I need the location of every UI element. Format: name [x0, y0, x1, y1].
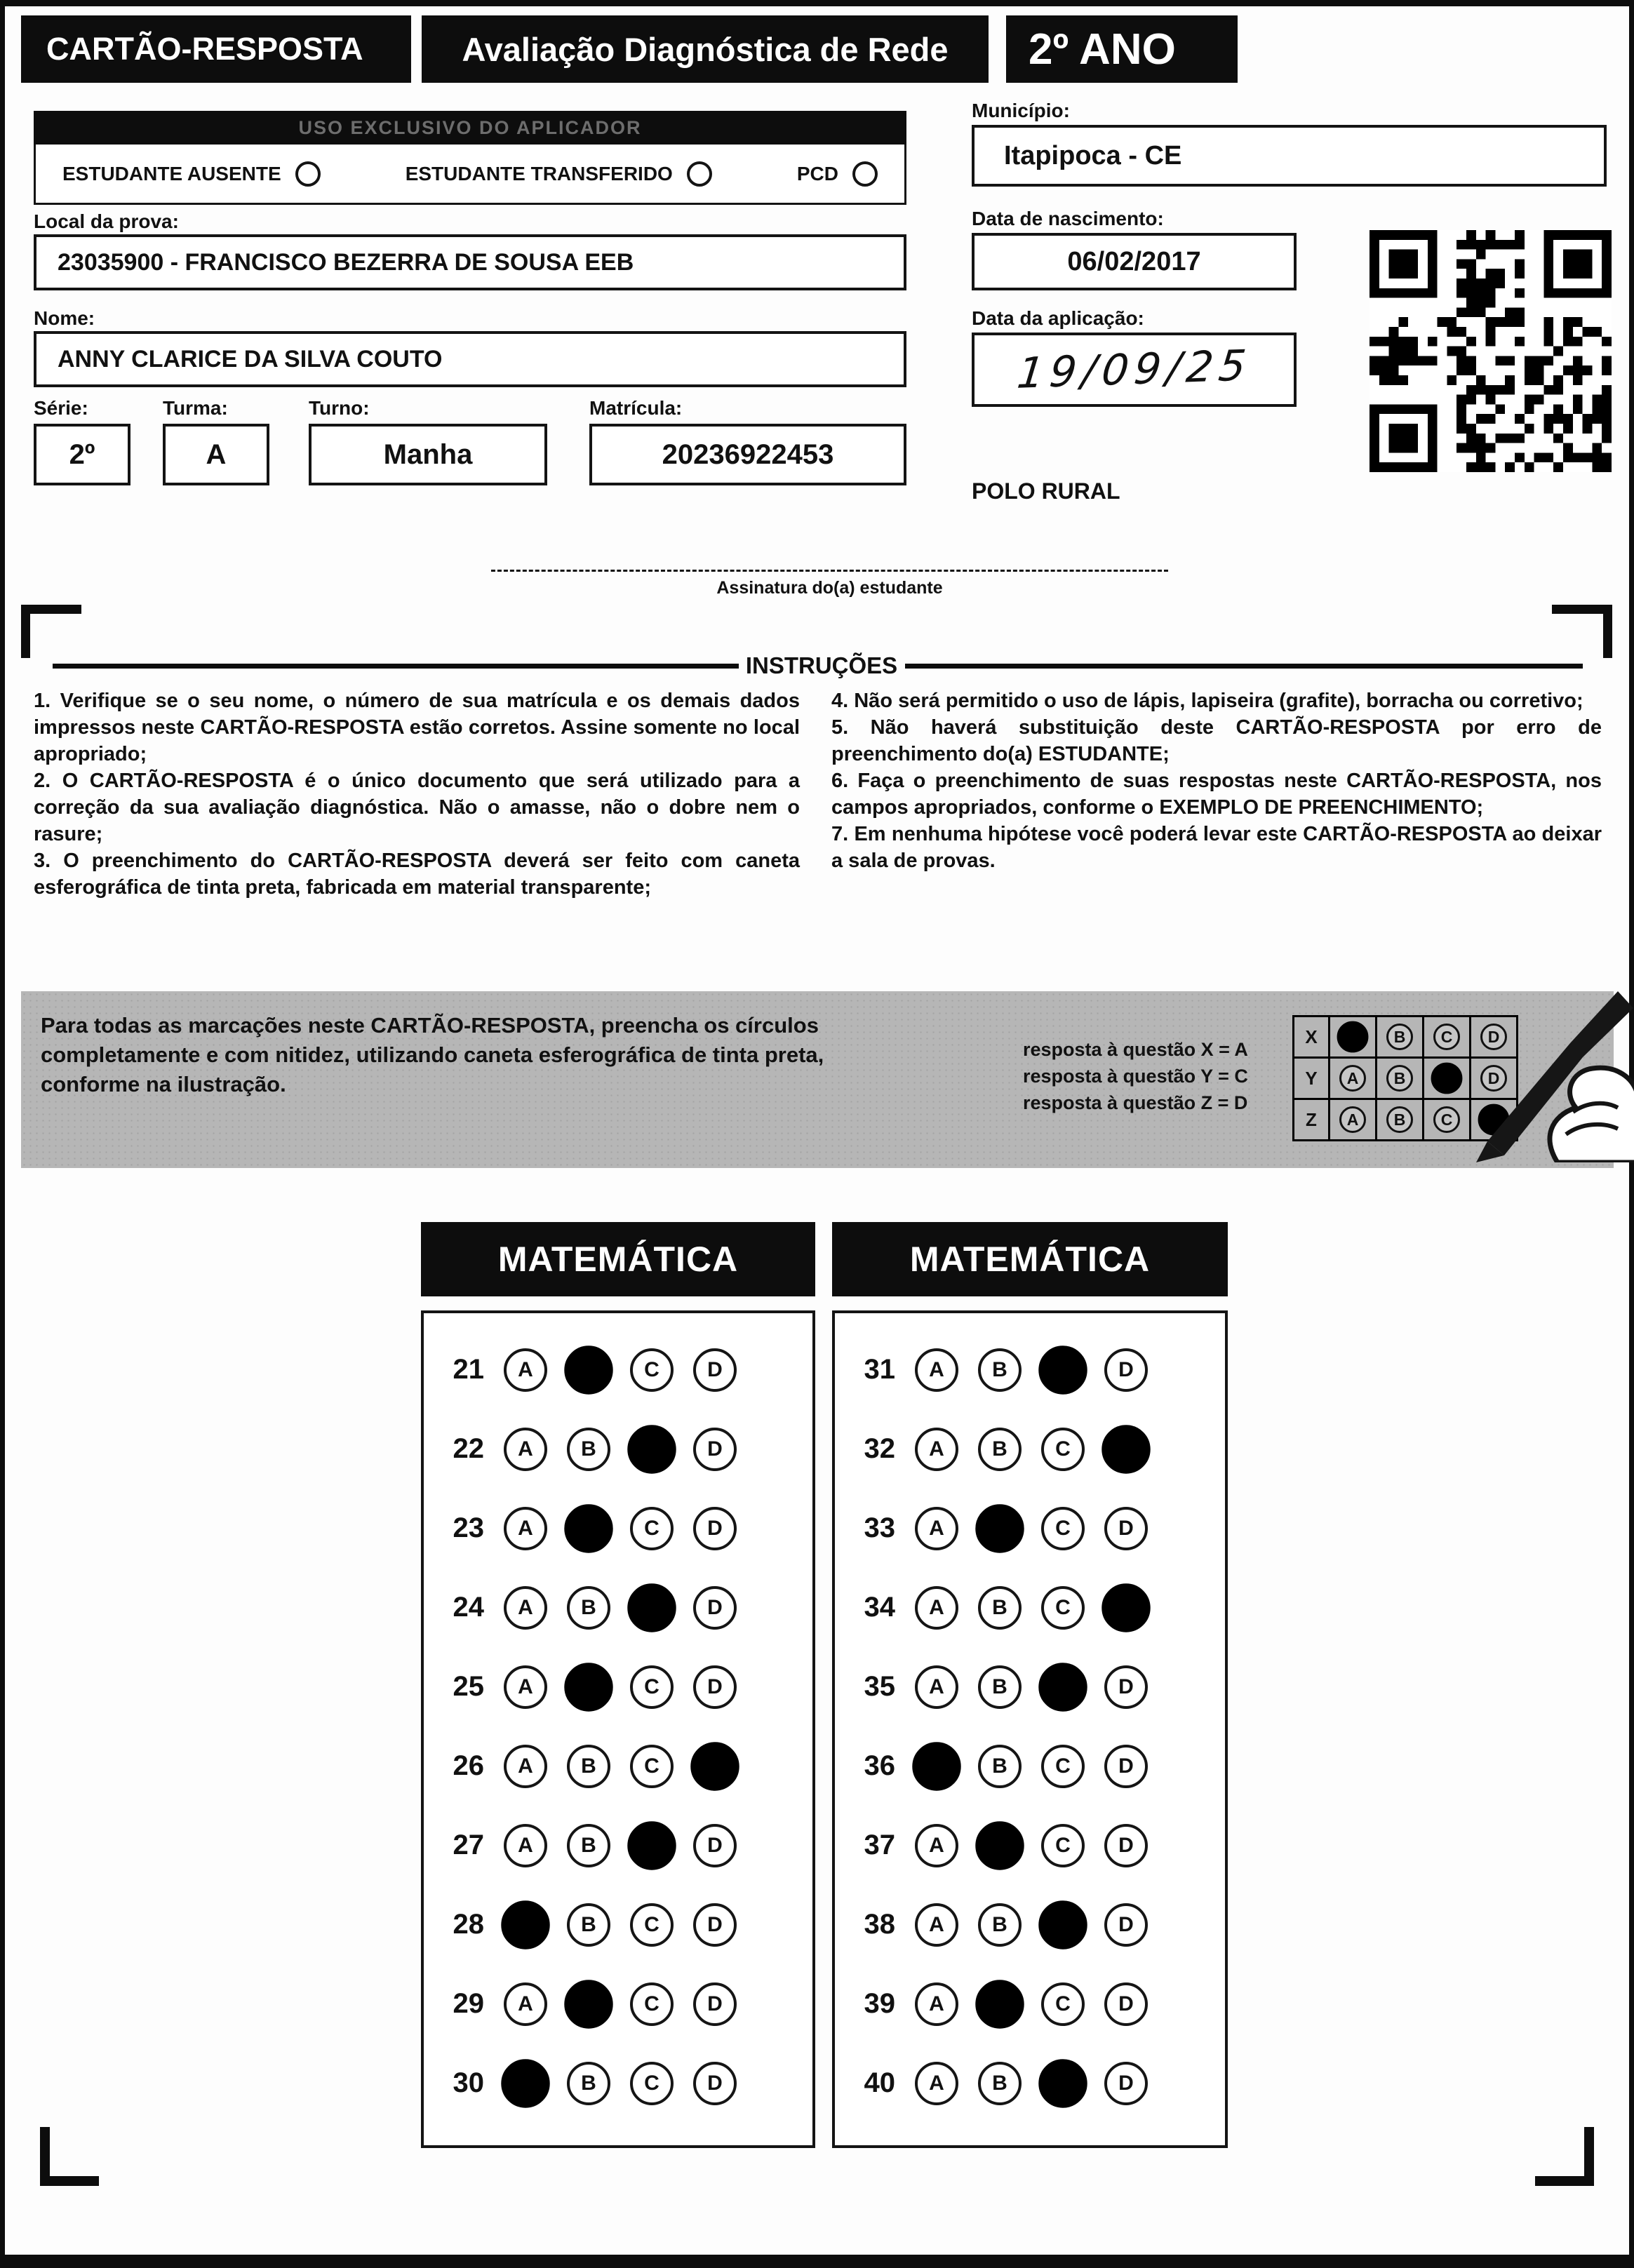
answer-bubble-filled[interactable]: [627, 1425, 676, 1473]
turno-value: Manha: [383, 438, 473, 470]
grade-box: [1006, 15, 1238, 83]
answer-bubble-filled[interactable]: [1101, 1425, 1150, 1473]
answer-section: [421, 1222, 815, 2148]
edge-bottom-bar: [0, 2255, 1634, 2268]
turno-box: [309, 424, 547, 485]
question-row: [438, 1726, 812, 1806]
answer-bubble[interactable]: C: [630, 1665, 674, 1709]
example-bubble: C: [1433, 1024, 1460, 1050]
question-row: [438, 1647, 812, 1726]
example-answer-line: resposta à questão Z = D: [1023, 1092, 1248, 1113]
answer-bubble[interactable]: B: [567, 2062, 610, 2105]
instruction-item: 4. Não será permitido o uso de lápis, lapiseira (grafite), borracha ou corretivo;: [831, 690, 1583, 712]
example-bubble: B: [1386, 1024, 1413, 1050]
question-number: 31: [864, 1354, 895, 1385]
example-answer-line: resposta à questão X = A: [1023, 1039, 1248, 1060]
aplicacao-label: Data da aplicação:: [972, 307, 1144, 329]
turma-box: [163, 424, 269, 485]
question-row: [849, 1489, 1225, 1568]
serie-label: Série:: [34, 397, 88, 419]
answer-bubble[interactable]: B: [567, 1586, 610, 1630]
turma-value: A: [206, 438, 227, 470]
edge-top-bar: [0, 0, 1634, 6]
option-circle[interactable]: [852, 161, 878, 187]
question-number: 33: [864, 1512, 895, 1543]
question-number: 30: [453, 2067, 484, 2098]
answer-section-header: [421, 1222, 815, 1296]
answer-section-header: [832, 1222, 1228, 1296]
aplicacao-value-handwritten: 19/09/25: [1014, 341, 1254, 398]
question-number: 26: [453, 1750, 484, 1781]
question-number: 35: [864, 1671, 895, 1702]
answer-grid: [832, 1310, 1228, 2148]
question-number: 36: [864, 1750, 895, 1781]
answer-bubble-filled[interactable]: [1038, 1346, 1087, 1394]
answer-bubble[interactable]: C: [630, 2062, 674, 2105]
question-row: [438, 1806, 812, 1885]
answer-bubble[interactable]: C: [630, 1745, 674, 1788]
question-row: [849, 1568, 1225, 1647]
answer-bubble[interactable]: B: [978, 1428, 1022, 1471]
answer-bubble-filled[interactable]: [627, 1583, 676, 1632]
option-label: ESTUDANTE TRANSFERIDO: [405, 162, 673, 184]
signature-label: Assinatura do(a) estudante: [716, 578, 943, 598]
answer-bubble[interactable]: C: [1041, 1824, 1085, 1867]
example-row-label: Y: [1294, 1059, 1328, 1098]
answer-bubble-filled[interactable]: [1101, 1583, 1150, 1632]
answer-bubble[interactable]: D: [1104, 2062, 1148, 2105]
question-row: [438, 2044, 812, 2123]
example-banner-text: Para todas as marcações neste CARTÃO-RESPOSTA, preencha os círculos completamente e com nitidez, utilizando caneta esferográfica de tinta preta, conforme na ilustração.: [41, 1013, 824, 1096]
question-row: [438, 1409, 812, 1489]
answer-bubble[interactable]: A: [915, 1428, 958, 1471]
example-cell: [1330, 1100, 1375, 1139]
signature-line: [491, 570, 1168, 572]
answer-bubble[interactable]: C: [630, 1982, 674, 2026]
instruction-item: 1. Verifique se o seu nome, o número de sua matrícula e os demais dados impressos neste CARTÃO-RESPOSTA estão corretos. Assine somente no local apropriado;: [34, 690, 800, 765]
municipio-label: Município:: [972, 100, 1070, 121]
example-cell: [1377, 1100, 1422, 1139]
question-row: [849, 1726, 1225, 1806]
example-cell: [1377, 1059, 1422, 1098]
municipio-box: [972, 125, 1607, 187]
instructions-rule-right: [905, 664, 1583, 669]
answer-bubble[interactable]: D: [1104, 1903, 1148, 1947]
answer-bubble[interactable]: A: [915, 1824, 958, 1867]
municipio-value: Itapipoca - CE: [1004, 140, 1182, 170]
answer-bubble[interactable]: A: [504, 1665, 547, 1709]
example-cell: [1330, 1017, 1375, 1056]
answer-section-title: MATEMÁTICA: [497, 1240, 739, 1279]
edge-left-bar: [0, 0, 5, 2268]
answer-bubble-filled[interactable]: [975, 1980, 1024, 2028]
answer-bubble[interactable]: C: [630, 1903, 674, 1947]
answer-bubble-filled[interactable]: [564, 1663, 612, 1711]
answer-bubble[interactable]: C: [630, 1348, 674, 1392]
answer-bubble[interactable]: C: [1041, 1586, 1085, 1630]
question-row: [849, 1806, 1225, 1885]
question-row: [438, 1964, 812, 2044]
question-number: 22: [453, 1433, 484, 1464]
answer-bubble[interactable]: A: [915, 2062, 958, 2105]
nome-label: Nome:: [34, 307, 95, 329]
question-number: 34: [864, 1592, 895, 1623]
sheet-title-box: [21, 15, 411, 83]
nome-box: [34, 331, 906, 387]
question-row: [849, 1409, 1225, 1489]
answer-bubble[interactable]: D: [1104, 1665, 1148, 1709]
nascimento-box: [972, 233, 1297, 290]
question-row: [849, 1964, 1225, 2044]
local-box: [34, 234, 906, 290]
question-number: 29: [453, 1988, 484, 2019]
answer-bubble[interactable]: D: [693, 1348, 737, 1392]
aplicador-section: [34, 111, 906, 205]
answer-bubble[interactable]: A: [504, 1507, 547, 1550]
answer-bubble[interactable]: B: [978, 1745, 1022, 1788]
corner-mark-top-right: [1603, 605, 1612, 658]
nascimento-value: 06/02/2017: [1067, 246, 1201, 276]
example-answer-key: [1023, 1036, 1248, 1116]
instructions-right-column: [831, 687, 1602, 874]
option-circle[interactable]: [687, 161, 712, 187]
question-number: 32: [864, 1433, 895, 1464]
serie-value: 2º: [69, 438, 95, 470]
grade-label: 2º ANO: [1029, 25, 1176, 74]
answer-bubble[interactable]: B: [567, 1745, 610, 1788]
answer-bubble-filled[interactable]: [627, 1821, 676, 1870]
answer-bubble[interactable]: D: [693, 2062, 737, 2105]
instruction-item: 7. Em nenhuma hipótese você poderá levar este CARTÃO-RESPOSTA ao deixar a sala de provas.: [831, 823, 1602, 872]
answer-bubble[interactable]: A: [504, 1428, 547, 1471]
answer-bubble[interactable]: D: [1104, 1824, 1148, 1867]
answer-bubble-filled[interactable]: [690, 1742, 739, 1790]
answer-bubble[interactable]: D: [1104, 1745, 1148, 1788]
local-label: Local da prova:: [34, 210, 179, 232]
answer-bubble[interactable]: B: [978, 1348, 1022, 1392]
answer-bubble-filled[interactable]: [564, 1346, 612, 1394]
answer-bubble[interactable]: D: [1104, 1507, 1148, 1550]
question-row: [849, 1330, 1225, 1409]
answer-bubble[interactable]: A: [915, 1507, 958, 1550]
example-bubble-filled: [1337, 1021, 1369, 1053]
option-label: ESTUDANTE AUSENTE: [62, 162, 281, 184]
assessment-title-box: [422, 15, 989, 83]
instructions-rule-left: [53, 664, 739, 669]
instructions-title: INSTRUÇÕES: [745, 652, 898, 678]
question-number: 40: [864, 2067, 895, 2098]
answer-bubble[interactable]: D: [693, 1903, 737, 1947]
qr-code: [1370, 230, 1612, 472]
option-label: PCD: [796, 162, 838, 184]
example-bubble: B: [1386, 1065, 1413, 1092]
answer-bubble[interactable]: A: [504, 1982, 547, 2026]
assessment-title: Avaliação Diagnóstica de Rede: [462, 30, 949, 68]
answer-bubble[interactable]: B: [978, 1586, 1022, 1630]
answer-bubble[interactable]: A: [915, 1982, 958, 2026]
question-number: 39: [864, 1988, 895, 2019]
answer-bubble[interactable]: D: [693, 1982, 737, 2026]
answer-bubble[interactable]: D: [693, 1665, 737, 1709]
answer-bubble-filled[interactable]: [912, 1742, 960, 1790]
question-row: [438, 1885, 812, 1964]
question-row: [438, 1489, 812, 1568]
question-number: 37: [864, 1830, 895, 1860]
example-bubble: D: [1480, 1024, 1507, 1050]
hand-pen-illustration: [1445, 979, 1634, 1162]
corner-mark-top-left: [21, 605, 30, 658]
answer-bubble-filled[interactable]: [501, 1900, 549, 1949]
matricula-label: Matrícula:: [589, 397, 683, 419]
answer-bubble[interactable]: B: [567, 1824, 610, 1867]
answer-bubble[interactable]: C: [630, 1507, 674, 1550]
answer-bubble[interactable]: A: [915, 1903, 958, 1947]
answer-bubble[interactable]: C: [1041, 1745, 1085, 1788]
serie-box: [34, 424, 130, 485]
example-bubble: A: [1339, 1106, 1366, 1133]
option-estudante-ausente: [62, 161, 321, 187]
option-estudante-transferido: [406, 161, 712, 187]
question-row: [849, 1885, 1225, 1964]
aplicador-bar-label: USO EXCLUSIVO DO APLICADOR: [298, 116, 642, 138]
instruction-item: 2. O CARTÃO-RESPOSTA é o único documento que será utilizado para a correção da sua avaliação diagnóstica. Não o amasse, não o dobre nem o rasure;: [34, 770, 800, 845]
question-row: [438, 1330, 812, 1409]
answer-bubble[interactable]: A: [504, 1745, 547, 1788]
answer-bubble-filled[interactable]: [564, 1504, 612, 1552]
answer-bubble[interactable]: B: [978, 1903, 1022, 1947]
answer-bubble[interactable]: D: [693, 1428, 737, 1471]
answer-bubble[interactable]: D: [1104, 1982, 1148, 2026]
example-cell: [1377, 1017, 1422, 1056]
answer-bubble[interactable]: A: [504, 1824, 547, 1867]
example-row-label: X: [1294, 1017, 1328, 1056]
answer-bubble[interactable]: B: [567, 1428, 610, 1471]
answer-bubble[interactable]: C: [1041, 1428, 1085, 1471]
answer-bubble-filled[interactable]: [564, 1980, 612, 2028]
turma-label: Turma:: [163, 397, 228, 419]
option-circle[interactable]: [295, 161, 321, 187]
answer-bubble[interactable]: D: [693, 1824, 737, 1867]
question-number: 38: [864, 1909, 895, 1940]
instruction-item: 5. Não haverá substituição deste CARTÃO-RESPOSTA por erro de preenchimento do(a) ESTUDANTE;: [831, 716, 1602, 765]
question-number: 21: [453, 1354, 484, 1385]
nascimento-label: Data de nascimento:: [972, 208, 1164, 229]
answer-bubble[interactable]: C: [1041, 1507, 1085, 1550]
example-cell: [1330, 1059, 1375, 1098]
matricula-box: [589, 424, 906, 485]
instruction-item: 3. O preenchimento do CARTÃO-RESPOSTA deverá ser feito com caneta esferográfica de tinta preta, fabricada em material transparente;: [34, 850, 800, 899]
crop-mark-bottom-left: [40, 2176, 99, 2186]
answer-bubble-filled[interactable]: [975, 1821, 1024, 1870]
answer-section: [832, 1222, 1228, 2148]
answer-section-title: MATEMÁTICA: [909, 1240, 1151, 1279]
answer-bubble[interactable]: B: [567, 1903, 610, 1947]
answer-bubble[interactable]: D: [693, 1507, 737, 1550]
matricula-value: 20236922453: [662, 438, 834, 470]
question-number: 23: [453, 1512, 484, 1543]
answer-bubble[interactable]: A: [915, 1586, 958, 1630]
crop-mark-bottom-right: [1535, 2176, 1594, 2186]
answer-bubble-filled[interactable]: [1038, 1900, 1087, 1949]
option-pcd: [797, 161, 878, 187]
answer-bubble[interactable]: B: [978, 1665, 1022, 1709]
question-row: [849, 2044, 1225, 2123]
example-bubble: C: [1433, 1106, 1460, 1133]
question-number: 27: [453, 1830, 484, 1860]
example-answer-line: resposta à questão Y = C: [1023, 1066, 1248, 1087]
example-bubble: B: [1386, 1106, 1413, 1133]
aplicador-bar: [34, 111, 906, 145]
answer-bubble[interactable]: A: [915, 1348, 958, 1392]
answer-bubble[interactable]: A: [504, 1586, 547, 1630]
sheet-title: CARTÃO-RESPOSTA: [46, 31, 363, 67]
polo-label: POLO RURAL: [972, 478, 1120, 504]
answer-bubble-filled[interactable]: [1038, 2059, 1087, 2107]
answer-grid: [421, 1310, 815, 2148]
question-number: 25: [453, 1671, 484, 1702]
instructions-left-column: [34, 687, 800, 901]
turno-label: Turno:: [309, 397, 370, 419]
aplicacao-box: [972, 333, 1297, 407]
example-banner: [21, 991, 1614, 1168]
answer-bubble-filled[interactable]: [975, 1504, 1024, 1552]
example-bubble: D: [1480, 1065, 1507, 1092]
aplicador-options: [34, 145, 906, 205]
example-bubble: A: [1339, 1065, 1366, 1092]
instruction-item: 6. Faça o preenchimento de suas respostas neste CARTÃO-RESPOSTA, nos campos apropriados, conforme o EXEMPLO DE PREENCHIMENTO;: [831, 770, 1602, 819]
answer-bubble[interactable]: B: [978, 2062, 1022, 2105]
question-number: 24: [453, 1592, 484, 1623]
answer-bubble[interactable]: D: [693, 1586, 737, 1630]
answer-bubble[interactable]: A: [504, 1348, 547, 1392]
answer-bubble[interactable]: A: [915, 1665, 958, 1709]
local-value: 23035900 - FRANCISCO BEZERRA DE SOUSA EEB: [58, 248, 634, 276]
answer-bubble-filled[interactable]: [501, 2059, 549, 2107]
answer-bubble[interactable]: D: [1104, 1348, 1148, 1392]
question-number: 28: [453, 1909, 484, 1940]
question-row: [849, 1647, 1225, 1726]
example-row-label: Z: [1294, 1100, 1328, 1139]
nome-value: ANNY CLARICE DA SILVA COUTO: [58, 345, 443, 373]
answer-bubble-filled[interactable]: [1038, 1663, 1087, 1711]
answer-bubble[interactable]: C: [1041, 1982, 1085, 2026]
question-row: [438, 1568, 812, 1647]
